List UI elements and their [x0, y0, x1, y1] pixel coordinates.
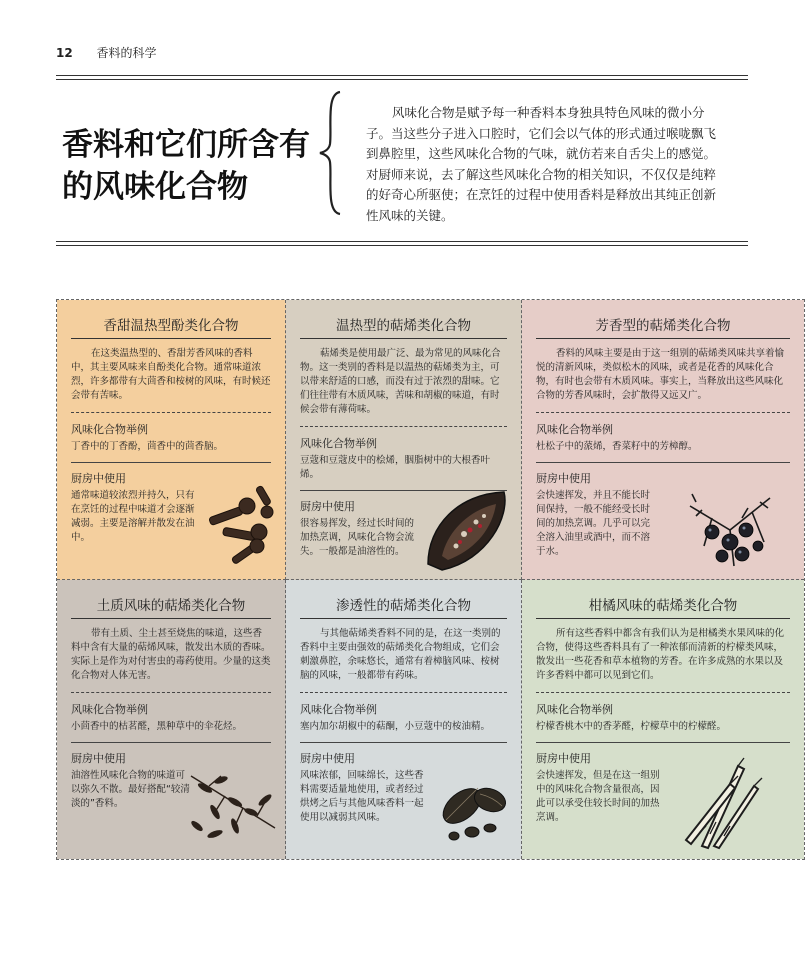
bottom-rule-1	[56, 241, 748, 242]
kitchen-text: 通常味道较浓烈并持久，只有在烹饪的过程中味道才会逐渐减弱。主要是溶解并散发在油中。	[71, 490, 195, 543]
divider	[71, 412, 271, 413]
brace-icon	[318, 88, 358, 218]
kitchen-heading: 厨房中使用	[536, 752, 591, 765]
card-description: 香料的风味主要是由于这一组别的萜烯类风味共享着愉悦的清新风味，类似松木的风味，或者是花香的风味化合物，有时也会带有木质风味。事实上，当释放出这些风味化合物的芳香风味时，会扩散得又远又广。	[536, 348, 785, 401]
card-title: 温热型的萜烯类化合物	[300, 314, 507, 339]
card-title: 土质风味的萜烯类化合物	[71, 594, 271, 619]
card-description: 带有土质、尘土甚至烧焦的味道，这些香料中含有大量的萜烯风味，散发出木质的香味。实际上是作为对付害虫的毒药使用。少量的这类化合物对人体无害。	[71, 628, 271, 681]
kitchen-heading: 厨房中使用	[300, 500, 355, 513]
flavor-compound-grid	[56, 299, 805, 860]
intro-paragraph: 风味化合物是赋予每一种香料本身独具特色风味的微小分子。当这些分子进入口腔时，它们会以气体的形式通过喉咙飘飞到鼻腔里，这些风味化合物的气味，就仿若来自舌尖上的感觉。对厨师来说，去了解这些风味化合物的相关知识，不仅仅是纯粹的好奇心所驱使；在烹饪的过程中使用香料是释放出其纯正创新性风味的关键。	[366, 105, 717, 223]
examples-text: 塞内加尔胡椒中的萜酮，小豆蔻中的桉油精。	[300, 721, 491, 732]
cardamom-icon	[432, 770, 518, 848]
card-title: 香甜温热型酚类化合物	[71, 314, 271, 339]
examples-heading: 风味化合物举例	[536, 423, 613, 436]
cloves-icon	[201, 482, 281, 574]
card-warming-terpenes	[286, 300, 522, 580]
examples-heading: 风味化合物举例	[300, 437, 377, 450]
card-description: 所有这些香料中都含有我们认为是柑橘类水果风味的化合物，使得这些香料具有了一种浓郁而清新的柠檬类风味，散发出一些花香和草本植物的芳香。在许多成熟的水果以及许多香料中都可以见到它们。	[536, 628, 785, 681]
divider	[536, 742, 790, 743]
examples-text: 杜松子中的蒎烯，香菜籽中的芳樟醇。	[536, 441, 698, 452]
examples-text: 豆蔻和豆蔻皮中的桧烯，胭脂树中的大根香叶烯。	[300, 455, 491, 480]
card-fragrant-terpenes	[522, 300, 804, 580]
examples-heading: 风味化合物举例	[300, 703, 377, 716]
kitchen-heading: 厨房中使用	[300, 752, 355, 765]
kitchen-text: 风味浓郁，回味绵长，这些香料需要适量地使用，或者经过烘烤之后与其他风味香料一起使用以减弱其风味。	[300, 770, 424, 823]
divider	[536, 462, 790, 463]
card-title: 渗透性的萜烯类化合物	[300, 594, 507, 619]
card-sweet-warming-phenols	[57, 300, 286, 580]
divider	[300, 692, 507, 693]
card-description: 在这类温热型的、香甜芳香风味的香料中，其主要风味来自酚类化合物。通常味道浓烈，许多都带有大茴香和桉树的风味，有时候还会带有苦味。	[71, 348, 271, 401]
card-citrus-terpenes	[522, 580, 804, 859]
page-number: 12	[56, 46, 73, 60]
examples-heading: 风味化合物举例	[71, 703, 148, 716]
card-penetrating-terpenes	[286, 580, 522, 859]
card-description: 萜烯类是使用最广泛、最为常见的风味化合物。这一类别的香料是以温热的萜烯类为主，可以带来舒适的口感，而没有过于浓烈的甜味。它们往往带有木质风味，苦味和胡椒的味道，有时候会带有薄荷味。	[300, 348, 501, 415]
top-rule-1	[56, 75, 748, 76]
divider	[300, 742, 507, 743]
examples-text: 丁香中的丁香酚，茴香中的茴香脑。	[71, 441, 224, 452]
examples-text: 小茴香中的枯茗醛，黑种草中的伞花烃。	[71, 721, 243, 732]
divider	[300, 426, 507, 427]
card-earthy-terpenes	[57, 580, 286, 859]
kitchen-heading: 厨房中使用	[71, 472, 126, 485]
kitchen-text: 油溶性风味化合物的味道可以弥久不散。最好搭配“较清淡的”香料。	[71, 770, 190, 809]
kitchen-heading: 厨房中使用	[71, 752, 126, 765]
running-header	[56, 44, 157, 61]
divider	[71, 462, 271, 463]
examples-heading: 风味化合物举例	[71, 423, 148, 436]
juniper-icon	[682, 486, 778, 572]
kitchen-text: 很容易挥发，经过长时间的加热烹调，风味化合物会流失。一般都是油溶性的。	[300, 518, 415, 557]
divider	[536, 692, 790, 693]
bottom-rule-2	[56, 245, 748, 246]
kitchen-text: 会快速挥发，并且不能长时间保持，一般不能经受长时间的加热烹调。几乎可以完全溶入油里或酒中，而不溶于水。	[536, 490, 651, 557]
top-rule-2	[56, 79, 748, 80]
kitchen-heading: 厨房中使用	[536, 472, 591, 485]
card-title: 柑橘风味的萜烯类化合物	[536, 594, 790, 619]
kitchen-text: 会快速挥发，但是在这一组别中的风味化合物含量很高，因此可以承受住较长时间的加热烹调。	[536, 770, 660, 823]
divider	[536, 412, 790, 413]
lemongrass-icon	[672, 756, 768, 850]
examples-heading: 风味化合物举例	[536, 703, 613, 716]
card-title: 芳香型的萜烯类化合物	[536, 314, 790, 339]
divider	[71, 692, 271, 693]
mace-icon	[418, 486, 518, 574]
card-description: 与其他萜烯类香料不同的是，在这一类别的香料中主要由强效的萜烯类化合物组成，它们会刺激鼻腔，余味悠长，通常有着樟脑风味、桉树脑的风味，一般都带有药味。	[300, 628, 501, 681]
divider	[71, 742, 271, 743]
examples-text: 柠檬香桃木中的香茅醛，柠檬草中的柠檬醛。	[536, 721, 727, 732]
section-title: 香料和它们所含有的风味化合物	[62, 127, 310, 205]
cumin-icon	[185, 766, 281, 846]
book-title: 香料的科学	[96, 46, 157, 60]
